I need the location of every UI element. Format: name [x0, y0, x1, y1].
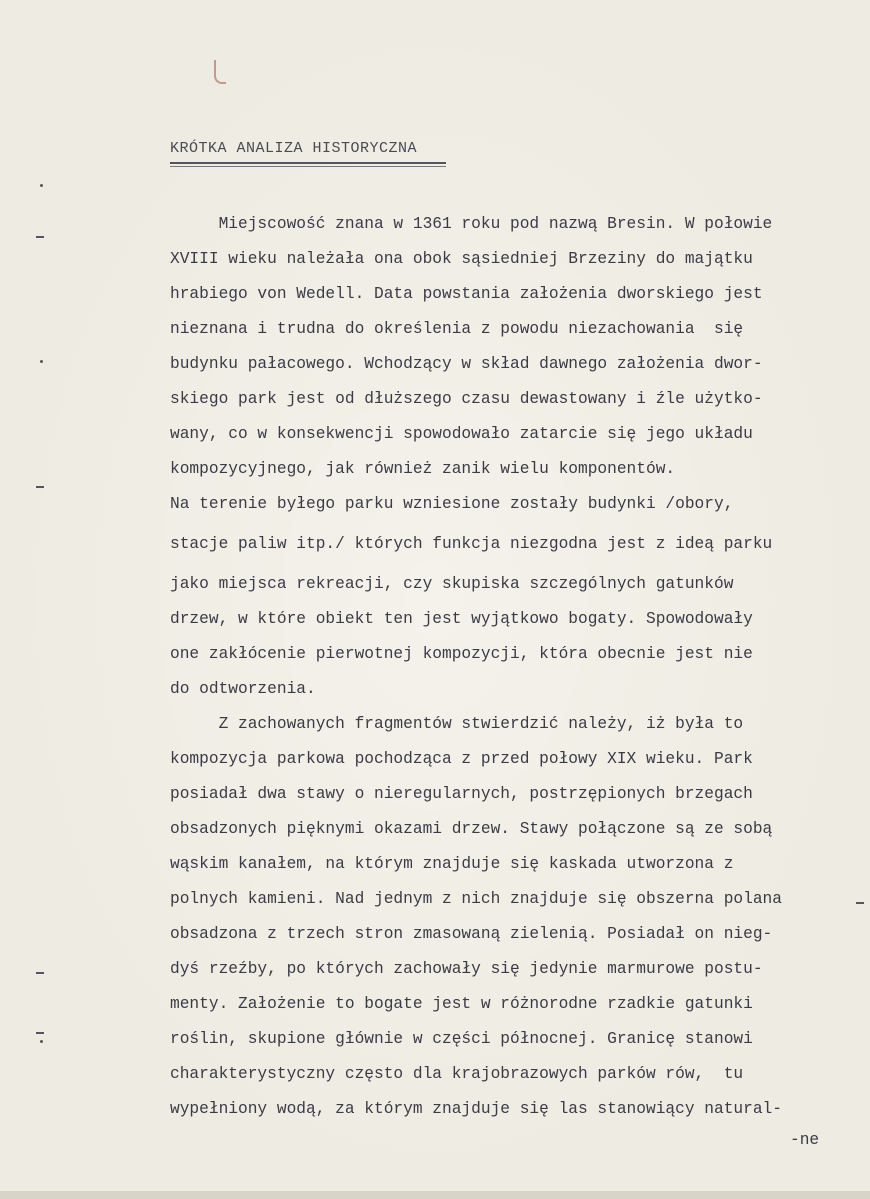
text-line: polnych kamieni. Nad jednym z nich znajduje się obszerna polana: [170, 890, 782, 908]
text-line: wąskim kanałem, na którym znajduje się kaskada utworzona z: [170, 855, 734, 873]
document-heading: KRÓTKA ANALIZA HISTORYCZNA: [170, 140, 418, 157]
margin-tick: [36, 972, 44, 974]
text-line: Na terenie byłego parku wzniesione zostały budynki /obory,: [170, 495, 734, 513]
margin-dot: [40, 360, 43, 363]
scan-edge: [0, 1191, 870, 1199]
text-line: budynku pałacowego. Wchodzący w skład dawnego założenia dwor-: [170, 355, 763, 373]
text-line: posiadał dwa stawy o nieregularnych, postrzępionych brzegach: [170, 785, 753, 803]
text-line: Miejscowość znana w 1361 roku pod nazwą Bresin. W połowie: [170, 215, 773, 233]
text-line: obsadzonych pięknymi okazami drzew. Stawy połączone są ze sobą: [170, 820, 773, 838]
text-line: wany, co w konsekwencji spowodowało zatarcie się jego układu: [170, 425, 753, 443]
text-line: kompozycyjnego, jak również zanik wielu komponentów.: [170, 460, 676, 478]
text-line: XVIII wieku należała ona obok sąsiedniej Brzeziny do majątku: [170, 250, 753, 268]
text-line: menty. Założenie to bogate jest w różnorodne rzadkie gatunki: [170, 995, 753, 1013]
pencil-mark: [214, 60, 226, 84]
text-line: jako miejsca rekreacji, czy skupiska szczególnych gatunków: [170, 575, 734, 593]
margin-tick: [36, 236, 44, 238]
margin-tick: [36, 1032, 44, 1034]
continuation-text: -ne: [790, 1131, 820, 1149]
margin-dot: [40, 1040, 43, 1043]
text-line: skiego park jest od dłuższego czasu dewastowany i źle użytko-: [170, 390, 763, 408]
text-line: drzew, w które obiekt ten jest wyjątkowo bogaty. Spowodowały: [170, 610, 753, 628]
text-line: dyś rzeźby, po których zachowały się jedynie marmurowe postu-: [170, 960, 763, 978]
heading-underline-secondary: [170, 166, 446, 167]
text-line: hrabiego von Wedell. Data powstania założenia dworskiego jest: [170, 285, 763, 303]
text-line: nieznana i trudna do określenia z powodu niezachowania się: [170, 320, 744, 338]
margin-tick: [856, 902, 864, 904]
text-line: one zakłócenie pierwotnej kompozycji, która obecnie jest nie: [170, 645, 753, 663]
text-line: do odtworzenia.: [170, 680, 316, 698]
margin-dot: [40, 184, 43, 187]
text-line: Z zachowanych fragmentów stwierdzić należy, iż była to: [170, 715, 744, 733]
margin-tick: [36, 486, 44, 488]
text-line: stacje paliw itp./ których funkcja niezgodna jest z ideą parku: [170, 535, 773, 553]
text-line: wypełniony wodą, za którym znajduje się las stanowiący natural-: [170, 1100, 782, 1118]
text-line: kompozycja parkowa pochodząca z przed połowy XIX wieku. Park: [170, 750, 753, 768]
text-line: charakterystyczny często dla krajobrazowych parków rów, tu: [170, 1065, 744, 1083]
heading-underline: [170, 162, 446, 164]
text-line: obsadzona z trzech stron zmasowaną zielenią. Posiadał on nieg-: [170, 925, 773, 943]
text-line: roślin, skupione głównie w części północnej. Granicę stanowi: [170, 1030, 753, 1048]
